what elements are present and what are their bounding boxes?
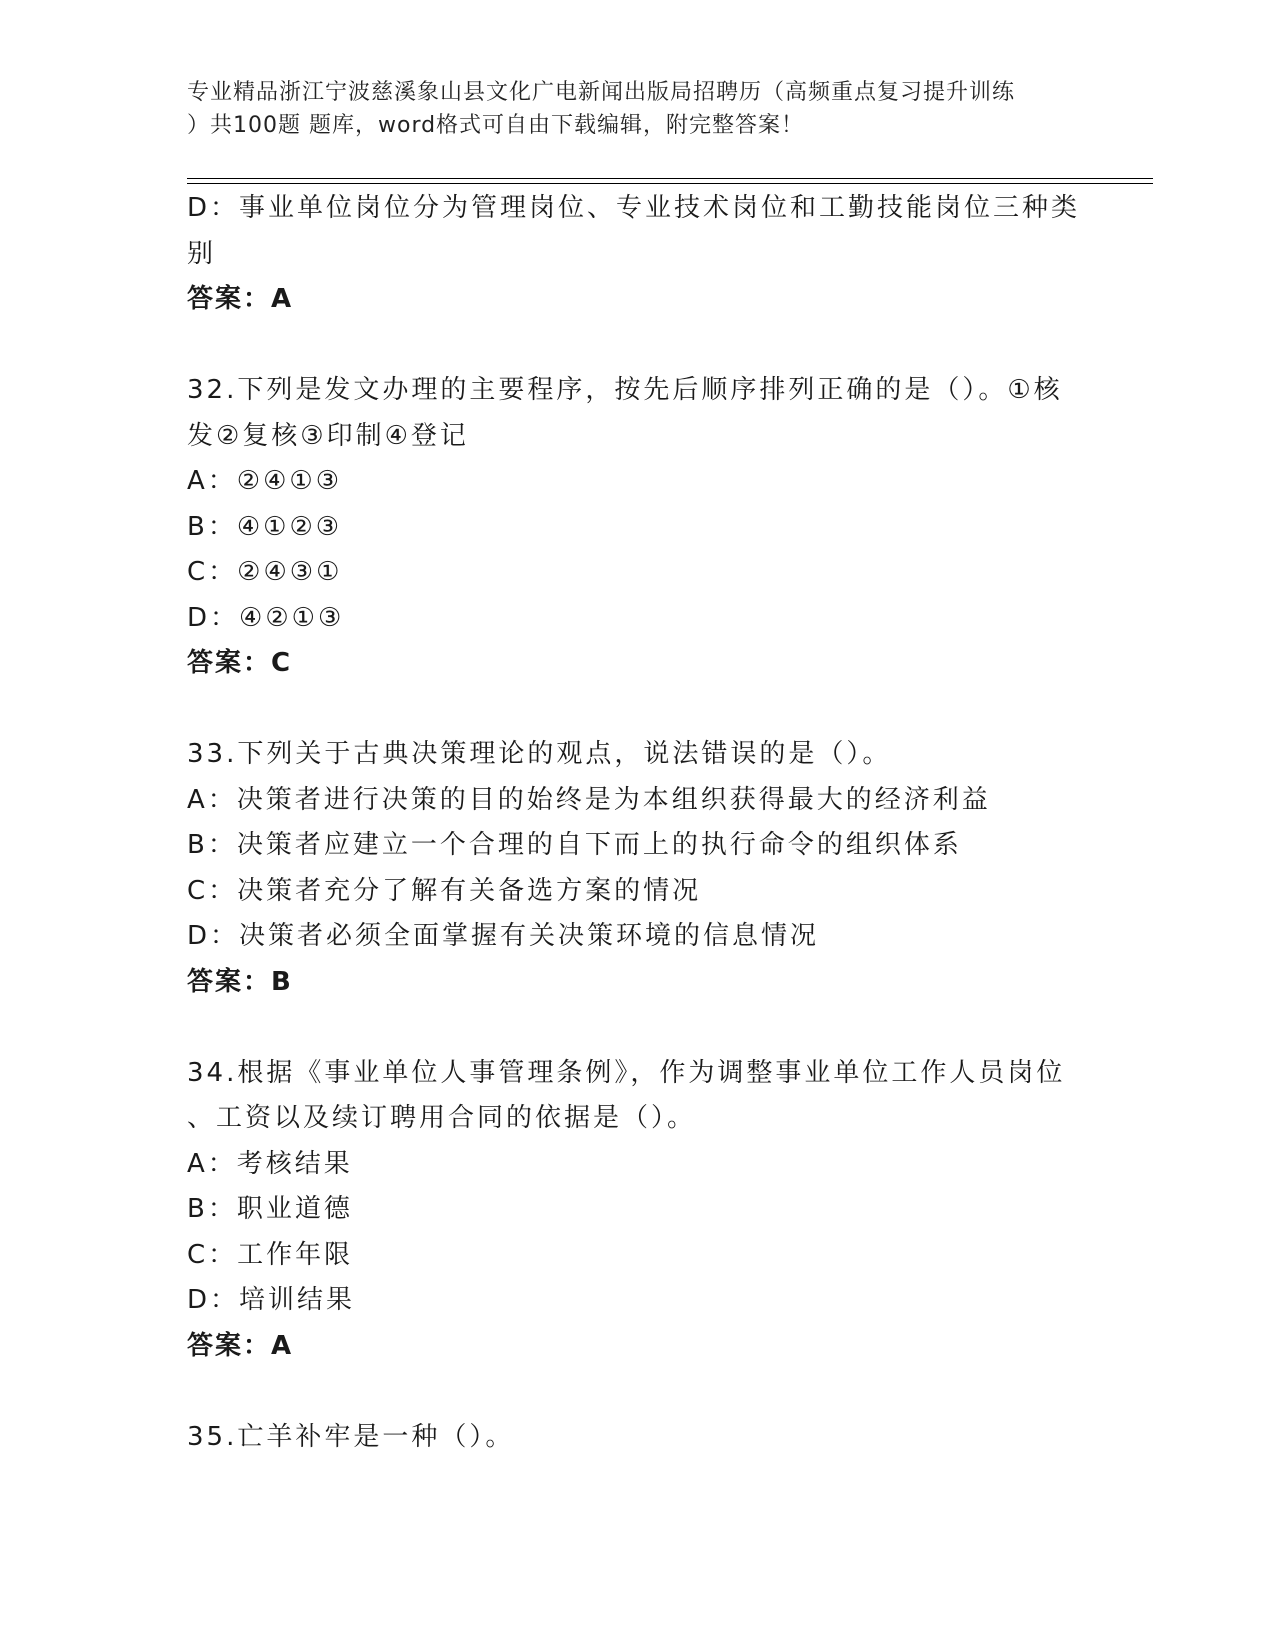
answer-label: 答案： <box>187 1330 272 1361</box>
document-body <box>187 186 1087 1460</box>
option-b: B：④①②③ <box>187 511 343 542</box>
answer-line <box>187 277 1087 323</box>
answer-label: 答案： <box>187 284 272 314</box>
option-a: A：决策者进行决策的目的始终是为本组织获得最大的经济利益 <box>187 784 991 815</box>
spacer <box>187 687 1087 733</box>
option-d-line-1: D：事业单位岗位分为管理岗位、专业技术岗位和工勤技能岗位三种类 <box>187 193 1081 223</box>
answer-line <box>187 1324 1087 1370</box>
option-a: A：②④①③ <box>187 466 343 496</box>
option-c: C：工作年限 <box>187 1239 354 1270</box>
question-stem-line-1: 35.亡羊补牢是一种（）。 <box>187 1421 515 1452</box>
answer-label: 答案： <box>187 966 272 997</box>
option-c: C：决策者充分了解有关备选方案的情况 <box>187 875 702 906</box>
option-d-line-2: 别 <box>187 238 217 269</box>
header-divider-bottom <box>187 183 1153 184</box>
option-d: D：培训结果 <box>187 1285 356 1315</box>
answer-line <box>187 960 1087 1006</box>
spacer <box>187 1005 1087 1051</box>
header-divider-top <box>187 178 1153 179</box>
question-stem-line-1: 33.下列关于古典决策理论的观点，说法错误的是（）。 <box>187 739 892 769</box>
question-33 <box>187 732 1087 1005</box>
answer-value: C <box>271 648 293 678</box>
header-title-line-1: 专业精品浙江宁波慈溪象山县文化广电新闻出版局招聘历（高频重点复习提升训练 <box>187 80 1016 105</box>
question-stem-line-1: 32.下列是发文办理的主要程序，按先后顺序排列正确的是（）。①核 <box>187 375 1063 405</box>
question-35 <box>187 1415 1087 1461</box>
question-stem-line-2: 、工资以及续订聘用合同的依据是（）。 <box>187 1103 697 1133</box>
question-stem-line-1: 34.根据《事业单位人事管理条例》，作为调整事业单位工作人员岗位 <box>187 1057 1066 1088</box>
option-d: D：决策者必须全面掌握有关决策环境的信息情况 <box>187 921 820 951</box>
answer-value: A <box>271 1330 294 1361</box>
option-b: B：职业道德 <box>187 1194 353 1224</box>
answer-value: B <box>271 966 293 997</box>
question-31-continued <box>187 186 1087 323</box>
document-header <box>187 76 1087 142</box>
answer-line <box>187 641 1087 687</box>
question-stem-line-2: 发②复核③印制④登记 <box>187 420 469 451</box>
spacer <box>187 1369 1087 1415</box>
question-32 <box>187 368 1087 687</box>
header-title-line-2: ）共100题 题库，word格式可自由下载编辑，附完整答案！ <box>187 113 805 138</box>
option-c: C：②④③① <box>187 557 343 587</box>
option-a: A：考核结果 <box>187 1148 353 1179</box>
option-d: D：④②①③ <box>187 602 345 633</box>
spacer <box>187 323 1087 369</box>
answer-label: 答案： <box>187 648 272 678</box>
question-34 <box>187 1051 1087 1370</box>
answer-value: A <box>271 284 294 314</box>
option-b: B：决策者应建立一个合理的自下而上的执行命令的组织体系 <box>187 830 962 860</box>
